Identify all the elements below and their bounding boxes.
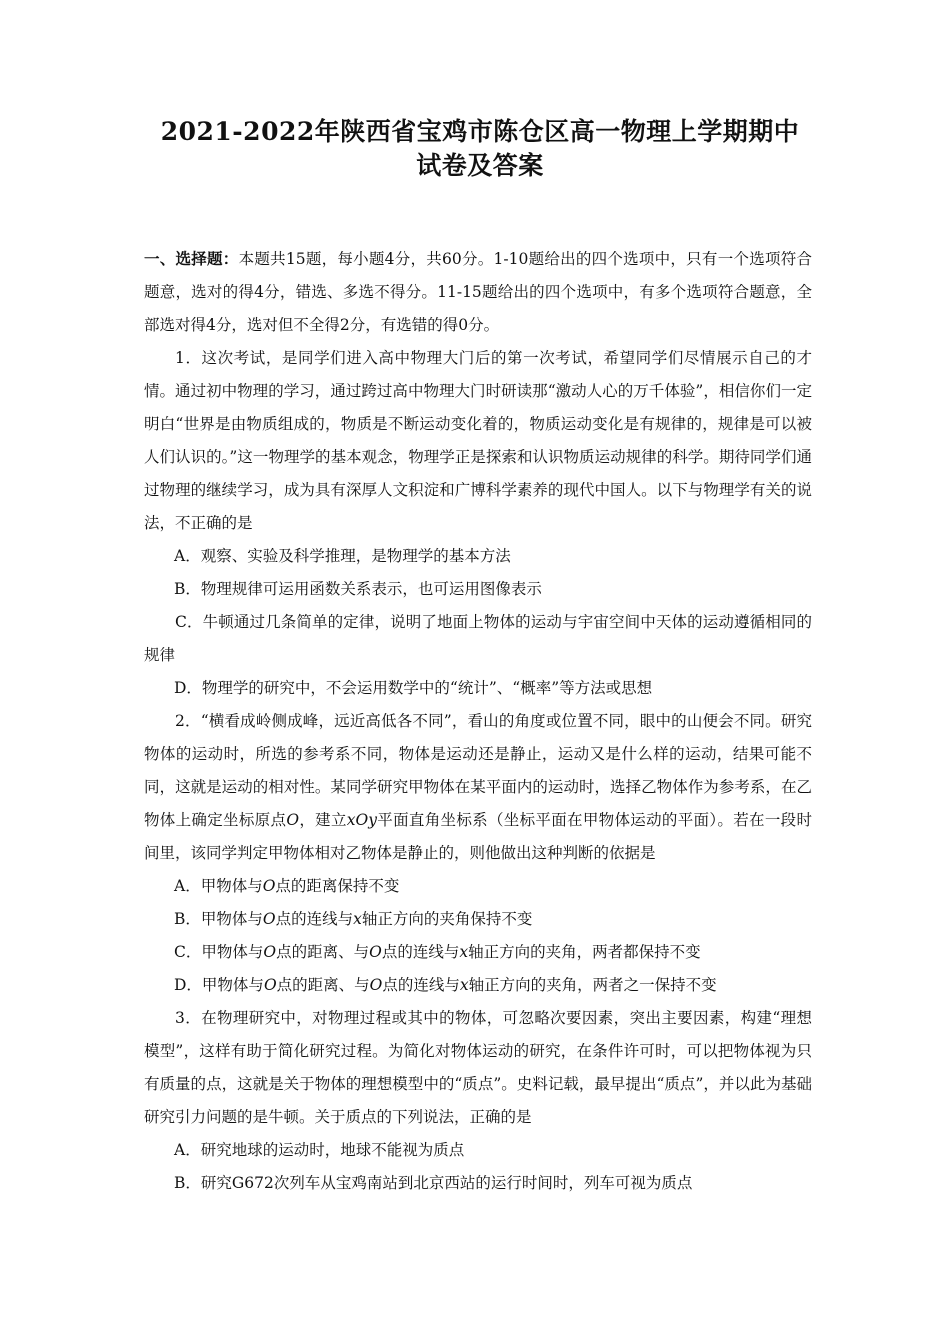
section-intro-text: 本题共15题，每小题4分，共60分。1-10题给出的四个选项中，只有一个选项符合题意，选对的得4分，错选、多选不得分。11-15题给出的四个选项中，有多个选项符合题意，全部选对得4分，选对但不全得2分，有选错的得0分。	[144, 250, 812, 334]
title-line-2: 试卷及答案	[416, 151, 544, 180]
q2-stem-part-b: ，建立	[299, 811, 347, 829]
q2b-origin: O	[262, 910, 276, 928]
question-1-option-d: D．物理学的研究中，不会运用数学中的“统计”、“概率”等方法或思想	[174, 679, 653, 697]
q2d-x-axis: x	[459, 976, 469, 994]
q2c-x-axis: x	[459, 943, 469, 961]
q2b-text-2: 点的连线与	[275, 910, 354, 928]
q2c-text-4: 轴正方向的夹角，两者都保持不变	[468, 943, 701, 961]
q2d-text-3: 点的连线与	[382, 976, 460, 994]
q2-stem-part-c: 平面直角坐标系（坐标平面在甲物体运动的平面）。若在一段时间里，该同学判定甲物体相对乙物体是静止的，则他做出这种判断的依据是	[144, 811, 812, 862]
section-heading: 一、选择题：	[144, 249, 239, 268]
title-line-1: 2021-2022年陕西省宝鸡市陈仓区高一物理上学期期中	[160, 117, 800, 146]
question-3-stem: 3．在物理研究中，对物理过程或其中的物体，可忽略次要因素，突出主要因素，构建“理想模型”，这样有助于简化研究过程。为简化对物体运动的研究，在条件许可时，可以把物体视为只有质量的点，这就是关于物体的理想模型中的“质点”。史料记载，最早提出“质点”，并以此为基础研究引力问题的是牛顿。关于质点的下列说法，正确的是	[144, 1009, 812, 1126]
section-intro	[144, 242, 812, 342]
q2a-text-2: 点的距离保持不变	[275, 877, 400, 895]
q2d-origin-1: O	[263, 976, 277, 994]
q2c-origin-2: O	[369, 943, 382, 961]
q2-plane-symbol: xOy	[346, 811, 377, 829]
question-3-option-a: A．研究地球的运动时，地球不能视为质点	[174, 1141, 465, 1159]
question-2-option-c	[144, 936, 812, 969]
q2a-origin: O	[262, 877, 276, 895]
q2c-origin-1: O	[263, 943, 277, 961]
question-1-option-a: A．观察、实验及科学推理，是物理学的基本方法	[174, 547, 511, 565]
q2b-text-3: 轴正方向的夹角保持不变	[361, 910, 533, 928]
question-2-stem	[144, 705, 812, 870]
question-1-option-c: C．牛顿通过几条简单的定律，说明了地面上物体的运动与宇宙空间中天体的运动遵循相同的规律	[144, 613, 812, 664]
q2d-text-1: D．甲物体与	[174, 976, 264, 994]
q2b-text-1: B．甲物体与	[174, 910, 263, 928]
q2c-text-1: C．甲物体与	[174, 943, 264, 961]
q2d-text-2: 点的距离、与	[276, 976, 370, 994]
q2-origin-symbol: O	[286, 811, 300, 829]
question-2-option-d	[144, 969, 812, 1002]
q2b-x-axis: x	[353, 910, 362, 928]
q2d-origin-2: O	[369, 976, 383, 994]
question-1-stem: 1．这次考试，是同学们进入高中物理大门后的第一次考试，希望同学们尽情展示自己的才情。通过初中物理的学习，通过跨过高中物理大门时研读那“激动人心的万千体验”，相信你们一定明白“世界是由物质组成的，物质是不断运动变化着的，物质运动变化是有规律的，规律是可以被人们认识的。”这一物理学的基本观念，物理学正是探索和认识物质运动规律的科学。期待同学们通过物理的继续学习，成为具有深厚人文积淀和广博科学素养的现代中国人。以下与物理学有关的说法，不正确的是	[144, 349, 812, 532]
q2c-text-3: 点的连线与	[381, 943, 460, 961]
q2d-text-4: 轴正方向的夹角，两者之一保持不变	[468, 976, 717, 994]
document-body	[144, 242, 812, 1200]
question-2-option-b	[144, 903, 812, 936]
q2c-text-2: 点的距离、与	[276, 943, 370, 961]
question-1-option-b: B．物理规律可运用函数关系表示，也可运用图像表示	[174, 580, 542, 598]
question-2-option-a	[144, 870, 812, 903]
q2-stem-part-a: 2．“横看成岭侧成峰，远近高低各不同”，看山的角度或位置不同，眼中的山便会不同。研究物体的运动时，所选的参考系不同，物体是运动还是静止，运动又是什么样的运动，结果可能不同，这就是运动的相对性。某同学研究甲物体在某平面内的运动时，选择乙物体作为参考系，在乙物体上确定坐标原点	[144, 712, 812, 829]
question-3-option-b: B．研究G672次列车从宝鸡南站到北京西站的运行时间时，列车可视为质点	[174, 1174, 693, 1192]
q2a-text-1: A．甲物体与	[174, 877, 263, 895]
document-title	[140, 115, 820, 183]
